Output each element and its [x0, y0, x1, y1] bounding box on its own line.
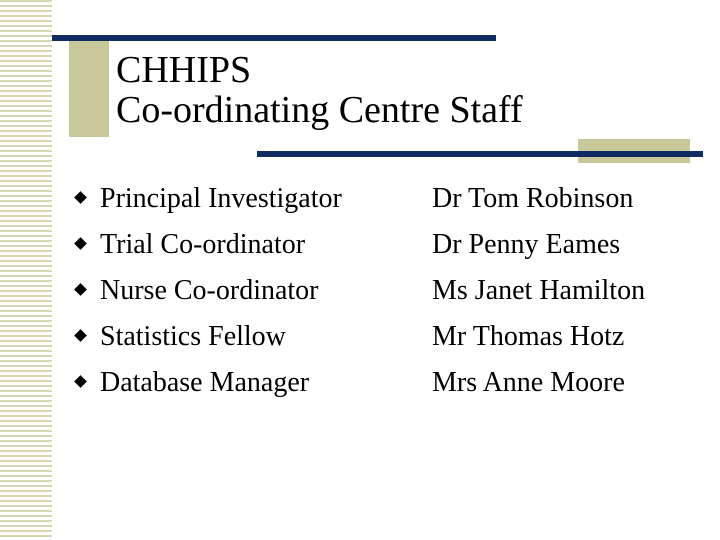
staff-name: Mr Thomas Hotz	[432, 321, 625, 352]
staff-row	[76, 224, 696, 270]
staff-role: Statistics Fellow	[100, 321, 286, 352]
diamond-bullet-icon	[74, 375, 87, 388]
staff-role: Database Manager	[100, 367, 310, 398]
staff-row	[76, 270, 696, 316]
staff-row	[76, 316, 696, 362]
bottom-divider-rule	[257, 151, 703, 157]
title-line-1: CHHIPS	[116, 49, 252, 91]
title-line-2: Co-ordinating Centre Staff	[116, 89, 523, 131]
staff-role: Principal Investigator	[100, 183, 342, 214]
diamond-bullet-icon	[74, 191, 87, 204]
staff-name: Ms Janet Hamilton	[432, 275, 646, 306]
diamond-bullet-icon	[74, 237, 87, 250]
staff-list	[76, 178, 696, 408]
decorative-side-stripe	[0, 0, 52, 540]
staff-role: Nurse Co-ordinator	[100, 275, 319, 306]
staff-name: Mrs Anne Moore	[432, 367, 625, 398]
staff-name: Dr Penny Eames	[432, 229, 621, 260]
staff-role: Trial Co-ordinator	[100, 229, 306, 260]
diamond-bullet-icon	[74, 329, 87, 342]
top-divider-rule	[52, 35, 496, 41]
title-accent-block	[69, 37, 109, 137]
staff-name: Dr Tom Robinson	[432, 183, 634, 214]
staff-row	[76, 178, 696, 224]
slide-title	[116, 50, 523, 130]
diamond-bullet-icon	[74, 283, 87, 296]
staff-row	[76, 362, 696, 408]
